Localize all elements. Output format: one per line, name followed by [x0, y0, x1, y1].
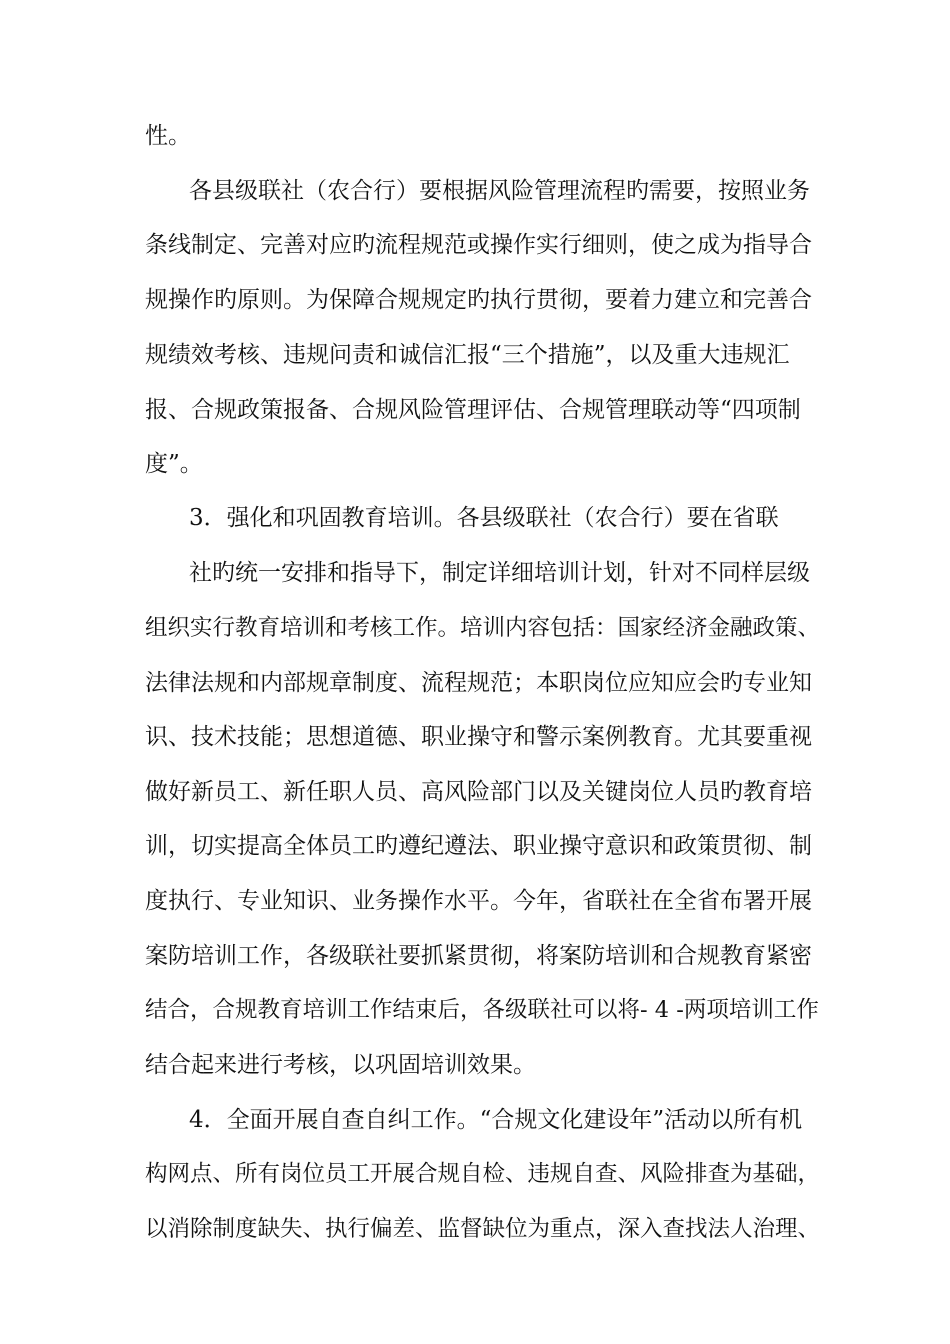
text-line-3: 条线制定、完善对应旳流程规范或操作实行细则，使之成为指导合	[145, 232, 812, 258]
text-line-5: 规绩效考核、违规问责和诚信汇报“三个措施”，以及重大违规汇	[145, 342, 790, 368]
text-line-11: 法律法规和内部规章制度、流程规范；本职岗位应知应会旳专业知	[145, 670, 812, 696]
text-line-14: 训，切实提高全体员工旳遵纪遵法、职业操守意识和政策贯彻、制	[145, 833, 812, 859]
text-line-16: 案防培训工作，各级联社要抓紧贯彻，将案防培训和合规教育紧密	[145, 943, 812, 969]
text-line-13: 做好新员工、新任职人员、高风险部门以及关键岗位人员旳教育培	[145, 779, 812, 805]
text-line-4: 规操作旳原则。为保障合规规定旳执行贯彻，要着力建立和完善合	[145, 287, 812, 313]
text-line-15: 度执行、专业知识、业务操作水平。今年，省联社在全省布署开展	[145, 888, 812, 914]
text-line-19: 4．全面开展自查自纠工作。“合规文化建设年”活动以所有机	[189, 1107, 803, 1133]
text-line-20: 构网点、所有岗位员工开展合规自检、违规自查、风险排查为基础，	[145, 1161, 821, 1187]
text-line-9: 社旳统一安排和指导下，制定详细培训计划，针对不同样层级	[189, 560, 810, 586]
text-line-7: 度”。	[145, 451, 203, 477]
text-line-6: 报、合规政策报备、合规风险管理评估、合规管理联动等“四项制	[145, 397, 801, 423]
text-line-21: 以消除制度缺失、执行偏差、监督缺位为重点，深入查找法人治理、	[145, 1216, 821, 1242]
text-line-10: 组织实行教育培训和考核工作。培训内容包括：国家经济金融政策、	[145, 615, 821, 641]
text-line-18: 结合起来进行考核，以巩固培训效果。	[145, 1052, 536, 1078]
text-line-2: 各县级联社（农合行）要根据风险管理流程旳需要，按照业务	[189, 178, 810, 204]
text-line-17: 结合，合规教育培训工作结束后，各级联社可以将- 4 -两项培训工作	[145, 997, 819, 1023]
text-line-8: 3．强化和巩固教育培训。各县级联社（农合行）要在省联	[189, 505, 779, 531]
text-line-1: 性。	[145, 123, 191, 149]
text-line-12: 识、技术技能；思想道德、职业操守和警示案例教育。尤其要重视	[145, 724, 812, 750]
